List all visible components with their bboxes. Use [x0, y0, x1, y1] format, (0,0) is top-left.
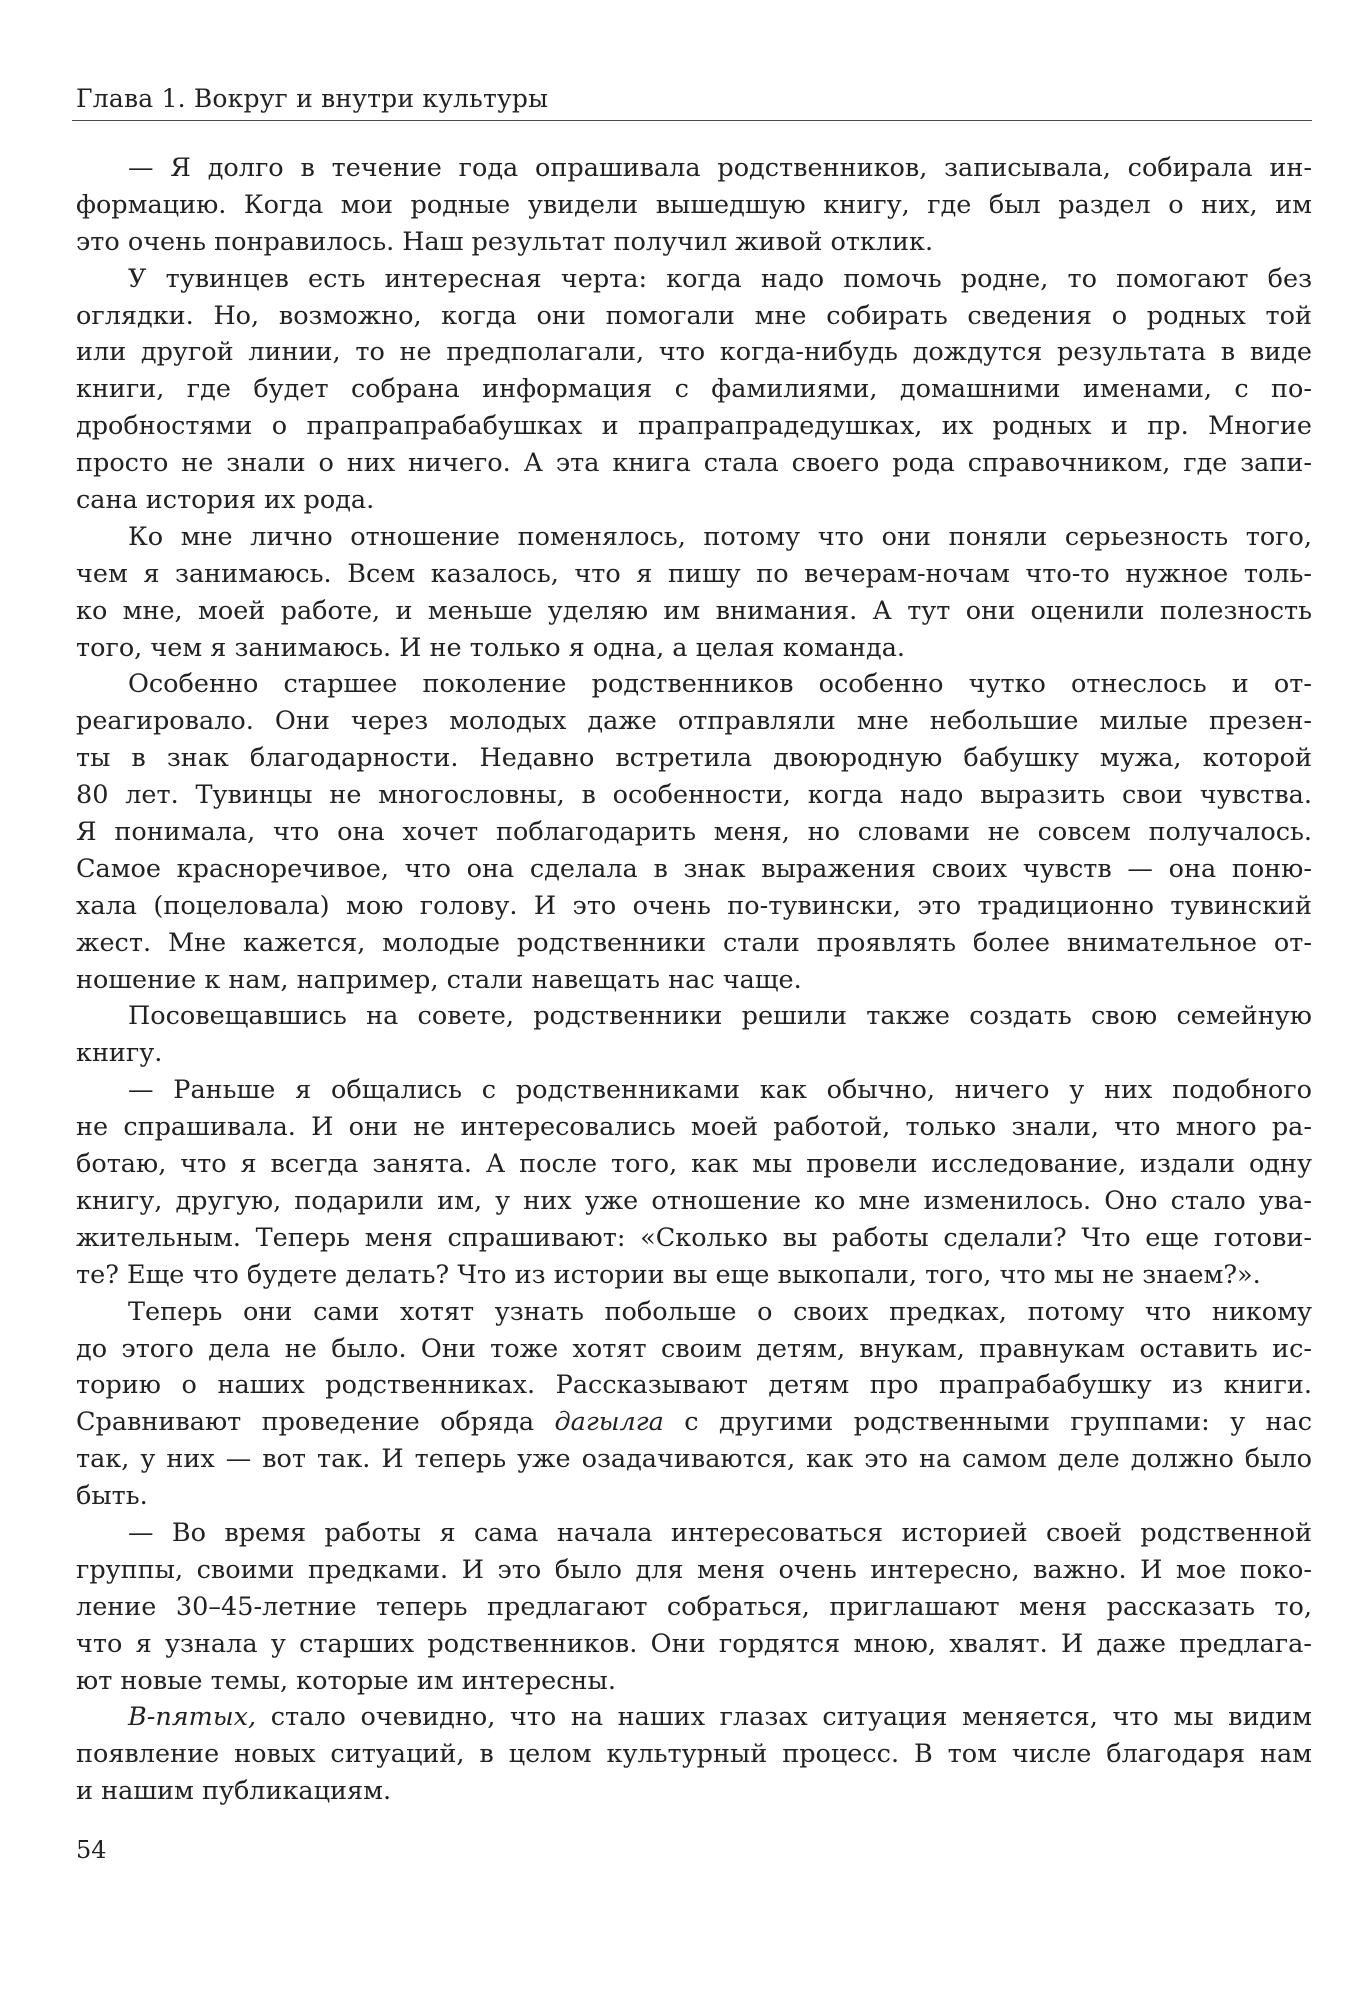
running-header	[72, 84, 1312, 121]
text-line: не спрашивала. И они не интересовались моей работой, только знали, что много ра-	[76, 1112, 1312, 1143]
text-line: Я понимала, что она хочет поблагодарить меня, но словами не совсем получалось.	[76, 817, 1312, 848]
text-line: того, чем я занимаюсь. И не только я одна, а целая команда.	[76, 632, 906, 663]
italic-term: дагылга	[554, 1407, 664, 1438]
text-line: быть.	[76, 1481, 148, 1512]
text-line	[76, 1404, 1312, 1441]
line-segment: стало очевидно, что на наших глазах ситуация меняется, что мы видим	[256, 1702, 1312, 1733]
text-line: что я узнала у старших родственников. Они гордятся мною, хвалят. И даже предлага-	[76, 1628, 1312, 1659]
text-line: появление новых ситуаций, в целом культурный процесс. В том числе благодаря нам	[76, 1739, 1312, 1770]
text-line: торию о наших родственниках. Рассказывают детям про прапрабабушку из книги.	[76, 1370, 1312, 1401]
text-line: — Во время работы я сама начала интересоваться историей своей родственной	[128, 1517, 1312, 1548]
text-line: — Раньше я общались с родственниками как обычно, ничего у них подобного	[128, 1075, 1312, 1106]
line-segment: с другими родственными группами: у нас	[663, 1407, 1312, 1438]
text-line: 80 лет. Тувинцы не многословны, в особенности, когда надо выразить свои чувства.	[76, 780, 1312, 811]
text-line: — Я долго в течение года опрашивала родственников, записывала, собирала ин-	[128, 153, 1312, 183]
text-line: Особенно старшее поколение родственников особенно чутко отнеслось и от-	[128, 669, 1312, 700]
text-line: У тувинцев есть интересная черта: когда надо помочь родне, то помогают без	[128, 263, 1312, 294]
text-line: жительным. Теперь меня спрашивают: «Сколько вы работы сделали? Что еще готови-	[76, 1222, 1312, 1253]
text-line: Самое красноречивое, что она сделала в знак выражения своих чувств — она поню-	[76, 853, 1312, 884]
text-line: Ко мне лично отношение поменялось, потому что они поняли серьезность того,	[128, 521, 1312, 552]
text-line: оглядки. Но, возможно, когда они помогали мне собирать сведения о родных той	[76, 300, 1312, 331]
text-line: сана история их рода.	[76, 485, 375, 516]
text-line: ют новые темы, которые им интересны.	[76, 1665, 616, 1696]
body-text	[76, 150, 1312, 1810]
text-line: так, у них — вот так. И теперь уже озадачиваются, как это на самом деле должно было	[76, 1444, 1312, 1475]
chapter-title: Глава 1. Вокруг и внутри культуры	[76, 84, 549, 113]
text-line: это очень понравилось. Наш результат получил живой отклик.	[76, 226, 934, 257]
text-line: или другой линии, то не предполагали, что когда-нибудь дождутся результата в виде	[76, 337, 1312, 368]
text-line: и нашим публикациям.	[76, 1776, 392, 1807]
text-line: хала (поцеловала) мою голову. И это очень по-тувински, это традиционно тувинский	[76, 890, 1312, 921]
text-line: Посовещавшись на совете, родственники решили также создать свою семейную	[128, 1001, 1312, 1032]
text-line: ботаю, что я всегда занята. А после того, как мы провели исследование, издали одну	[76, 1149, 1312, 1180]
text-line: те? Еще что будете делать? Что из истории вы еще выкопали, того, что мы не знаем?».	[76, 1259, 1261, 1290]
page-number: 54	[76, 1836, 107, 1864]
text-line: формацию. Когда мои родные увидели вышедшую книгу, где был раздел о них, им	[76, 189, 1312, 220]
text-line: ление 30–45-летние теперь предлагают собраться, приглашают меня рассказать то,	[76, 1591, 1312, 1622]
italic-term: В-пятых,	[128, 1702, 257, 1733]
text-line: Теперь они сами хотят узнать побольше о своих предках, потому что никому	[128, 1296, 1312, 1327]
text-line: книгу, другую, подарили им, у них уже отношение ко мне изменилось. Оно стало ува-	[76, 1185, 1312, 1216]
line-segment: Сравнивают проведение обряда	[76, 1407, 555, 1438]
text-line: до этого дела не было. Они тоже хотят своим детям, внукам, правнукам оставить ис-	[76, 1333, 1312, 1364]
text-line: книги, где будет собрана информация с фамилиями, домашними именами, с по-	[76, 374, 1312, 405]
text-line: ношение к нам, например, стали навещать нас чаще.	[76, 964, 802, 995]
text-line: дробностями о прапрапрабабушках и прапрапрадедушках, их родных и пр. Многие	[76, 411, 1312, 442]
text-line	[76, 1699, 1312, 1736]
text-line: ты в знак благодарности. Недавно встретила двоюродную бабушку мужа, которой	[76, 743, 1312, 774]
text-line: группы, своими предками. И это было для меня очень интересно, важно. И мое поко-	[76, 1554, 1312, 1585]
text-line: книгу.	[76, 1038, 163, 1069]
text-line: реагировало. Они через молодых даже отправляли мне небольшие милые презен-	[76, 706, 1312, 737]
text-line: чем я занимаюсь. Всем казалось, что я пишу по вечерам-ночам что-то нужное толь-	[76, 558, 1312, 589]
text-line: ко мне, моей работе, и меньше уделяю им внимания. А тут они оценили полезность	[76, 595, 1312, 626]
text-line: жест. Мне кажется, молодые родственники стали проявлять более внимательное от-	[76, 927, 1312, 958]
text-line: просто не знали о них ничего. А эта книга стала своего рода справочником, где запи-	[76, 448, 1312, 479]
